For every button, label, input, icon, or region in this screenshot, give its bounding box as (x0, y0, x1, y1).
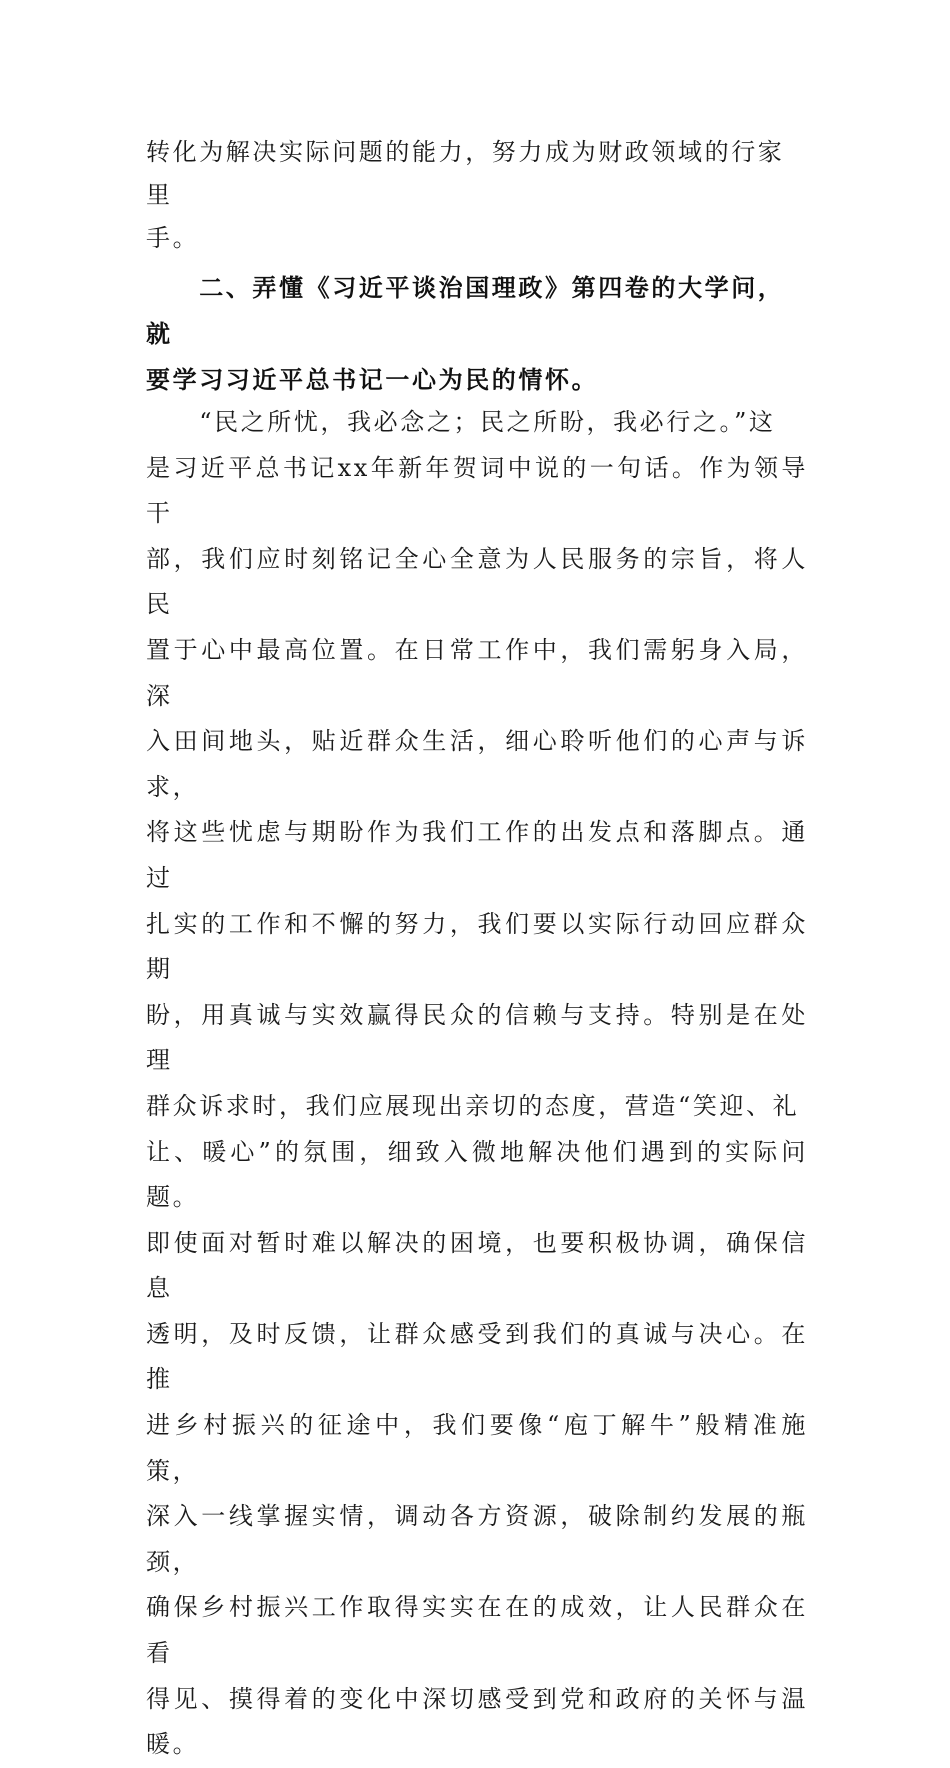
body-paragraph: “民之所忧，我必念之；民之所盼，我必行之。”这 是习近平总书记xx年新年贺词中说的一句话。作为领导干 部，我们应时刻铭记全心全意为人民服务的宗旨，将人民 置于心中最高位置。在日常工作中，我们需躬身入局，深 入田间地头，贴近群众生活，细心聆听他们的心声与诉求， 将这些忧虑与期盼作为我们工作的出发点和落脚点。通过 扎实的工作和不懈的努力，我们要以实际行动回应群众期 盼，用真诚与实效赢得民众的信赖与支持。特别是在处理 群众诉求时，我们应展现出亲切的态度，营造“笑迎、礼 让、暖心”的氛围，细致入微地解决他们遇到的实际问题。 即使面对暂时难以解决的困境，也要积极协调，确保信息 透明，及时反馈，让群众感受到我们的真诚与决心。在推 进乡村振兴的征途中，我们要像“庖丁解牛”般精准施策， 深入一线掌握实情，调动各方资源，破除制约发展的瓶颈， 确保乡村振兴工作取得实实在在的成效，让人民群众在看 得见、摸得着的变化中深切感受到党和政府的关怀与温暖。 (146, 408, 808, 1759)
section-heading: 二、弄懂《习近平谈治国理政》第四卷的大学问，就 要学习习近平总书记一心为民的情怀。 (146, 273, 785, 394)
continuation-paragraph: 转化为解决实际问题的能力，努力成为财政领域的行家里 手。 (146, 138, 785, 252)
